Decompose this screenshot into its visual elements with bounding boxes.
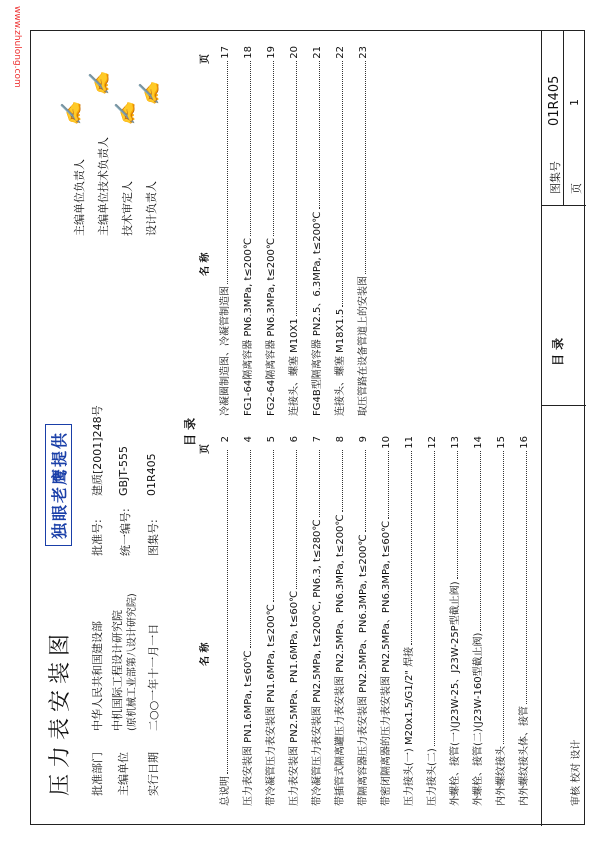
code-label-atlas: 图集号:	[147, 519, 160, 556]
toc-left-row-leader	[227, 450, 228, 774]
resp-label-design: 设计负责人	[145, 181, 158, 236]
page-label: 页	[570, 183, 583, 194]
info-value-approval-dept: 中华人民共和国建设部	[91, 621, 104, 731]
title-block-signers: 审核 校对 设计	[571, 739, 582, 806]
toc-left-row-page: 5	[266, 436, 277, 443]
info-label-effective-date: 实行日期	[147, 752, 160, 796]
toc-left	[196, 436, 536, 806]
toc-right-row-name: FG1-64隔离容器 PN6.3MPa, t≤200℃	[243, 237, 254, 416]
toc-right-page-header: 页	[200, 54, 211, 64]
toc-left-page-header: 页	[200, 444, 211, 454]
toc-left-row[interactable]	[239, 436, 254, 806]
atlas-value: 01R405	[547, 75, 562, 126]
toc-right-row-name: 冷凝圈制造图、冷凝管制造图	[220, 286, 231, 416]
toc-left-row[interactable]	[492, 436, 507, 806]
provider-stamp: 独眼老鹰提供	[45, 424, 72, 546]
toc-left-row-page: 16	[519, 436, 530, 449]
toc-left-row[interactable]	[308, 436, 323, 806]
code-value-approval: 建质[2001]248号	[91, 405, 104, 496]
toc-left-row-name: 内外螺纹接头体、接管	[519, 706, 530, 806]
toc-left-row[interactable]	[423, 436, 438, 806]
toc-left-row-name: 外螺栓、接管(一)(J23W-25、J23W-25P型截止阀)	[450, 581, 461, 806]
toc-right-row-name: FG2-64隔离容器 PN6.3MPa, t≤200℃	[266, 237, 277, 416]
code-value-atlas: 01R405	[145, 453, 158, 496]
toc-left-row-name: 内外螺纹接头	[496, 746, 507, 806]
toc-left-row-page: 10	[381, 436, 392, 449]
drawing-frame	[30, 30, 585, 825]
toc-left-row-leader	[526, 451, 527, 704]
toc-right-row[interactable]	[308, 46, 323, 416]
toc-left-row-leader	[250, 450, 251, 648]
toc-right-row-leader	[365, 61, 366, 274]
resp-label-approver: 技术审定人	[121, 181, 134, 236]
toc-left-row-page: 15	[496, 436, 507, 449]
info-value-chief-unit: 中机国际工程设计研究院	[111, 610, 124, 731]
toc-right-row[interactable]	[216, 46, 231, 416]
toc-right-row[interactable]	[331, 46, 346, 416]
signature-4: ✍	[137, 81, 161, 106]
toc-right-row-page: 21	[312, 46, 323, 59]
toc-left-row-leader	[319, 450, 320, 517]
toc-left-row-name: 压力接头(一) M20x1.5/G1/2" 焊接	[404, 646, 415, 806]
toc-left-row-leader	[411, 451, 412, 645]
toc-left-row[interactable]	[377, 436, 392, 806]
toc-left-row[interactable]	[354, 436, 369, 806]
code-label-unified: 统一编号:	[119, 508, 132, 556]
signature-2: ✍	[87, 71, 111, 96]
info-label-chief-unit: 主编单位	[117, 752, 130, 796]
toc-right-row-page: 20	[289, 46, 300, 59]
toc-left-row-name: 带冷凝管压力表安装图 PN1.6MPa, t≤200℃	[266, 604, 277, 806]
toc-right-row-leader	[342, 61, 343, 307]
toc-right-row-leader	[296, 61, 297, 317]
signature-1: ✍	[59, 101, 83, 126]
toc-left-row-page: 8	[335, 436, 346, 443]
rotated-sheet	[31, 31, 586, 826]
toc-left-row-name: 压力表安装图 PN1.6MPa, t≤60℃	[243, 650, 254, 806]
toc-right-row-leader	[319, 61, 320, 210]
info-label-approval-dept: 批准部门	[91, 752, 104, 796]
toc-right-row-name: 连接头、螺塞 M10X1	[289, 318, 300, 416]
toc-left-row[interactable]	[515, 436, 530, 806]
toc-right-name-header: 名 称	[200, 252, 211, 276]
toc-left-row-page: 6	[289, 436, 300, 443]
toc-left-row-leader	[365, 450, 366, 532]
toc-right-row[interactable]	[285, 46, 300, 416]
code-label-approval: 批准号:	[91, 519, 104, 556]
toc-left-row-leader	[342, 450, 343, 512]
toc-left-row-page: 9	[358, 436, 369, 443]
toc-left-row-leader	[434, 451, 435, 746]
toc-left-row-leader	[273, 450, 274, 602]
toc-right-row-page: 18	[243, 46, 254, 59]
toc-left-row-name: 带插管式隔离罐压力表安装图 PN2.5MPa、PN6.3MPa, t≤200℃	[335, 514, 346, 806]
toc-right-row-page: 17	[220, 46, 231, 59]
toc-left-row-page: 4	[243, 436, 254, 443]
toc-left-row-name: 压力表安装图 PN2.5MPa、PN1.6MPa, t≤60℃	[289, 590, 300, 806]
toc-right-row-name: FG4B型隔离容器 PN2.5、6.3MPa, t≤200℃	[312, 211, 323, 416]
resp-label-tech: 主编单位技术负责人	[97, 137, 110, 236]
toc-left-row-leader	[388, 451, 389, 519]
resp-label-chief-unit: 主编单位负责人	[73, 159, 86, 236]
toc-left-row-leader	[296, 450, 297, 589]
toc-right	[196, 46, 536, 416]
cover-title: 压力表安装图	[48, 627, 73, 796]
toc-left-row-name: 外螺栓、接管(二)(J23W-160型截止阀)	[473, 632, 484, 806]
code-value-unified: GBJT-555	[117, 446, 130, 496]
toc-left-row[interactable]	[216, 436, 231, 806]
toc-left-row[interactable]	[285, 436, 300, 806]
toc-left-row-name: 带密闭隔离器的压力表安装图 PN2.5MPa、PN6.3MPa, t≤60℃	[381, 520, 392, 806]
toc-left-row-page: 14	[473, 436, 484, 449]
toc-right-row-name: 取压管路在设备管道上的安装图	[358, 276, 369, 416]
info-value-effective-date: 二○○一年十一月一日	[147, 623, 160, 731]
toc-heading: 目 录	[183, 417, 197, 446]
toc-right-row-name: 连接头、螺塞 M18X1.5	[335, 308, 346, 416]
toc-right-row-leader	[250, 61, 251, 236]
toc-left-row[interactable]	[446, 436, 461, 806]
page-value: 1	[568, 99, 581, 106]
atlas-label: 图集号	[549, 161, 562, 194]
signature-3: ✍	[113, 101, 137, 126]
title-block	[541, 31, 586, 826]
title-block-label: 目 录	[551, 337, 565, 366]
toc-right-row-leader	[273, 61, 274, 236]
toc-left-row-leader	[503, 451, 504, 744]
toc-left-row[interactable]	[262, 436, 277, 806]
info-value-chief-unit-former: (原机械工业部第八设计研究院)	[127, 593, 138, 731]
toc-left-row-name: 带冷凝管压力表安装图 PN2.5MPa, t≤200℃, PN6.3, t≤280℃	[312, 519, 323, 806]
toc-left-row[interactable]	[400, 436, 415, 806]
toc-left-row-leader	[480, 451, 481, 631]
toc-left-row-page: 7	[312, 436, 323, 443]
toc-left-row-page: 13	[450, 436, 461, 449]
toc-left-row-name: 带隔离容器压力表安装图 PN2.5MPa、PN6.3MPa, t≤200℃	[358, 534, 369, 806]
toc-left-name-header: 名 称	[200, 642, 211, 666]
toc-left-row-name: 压力接头(二)	[427, 748, 438, 806]
watermark: www.zhulong.com	[12, 6, 22, 88]
toc-right-row-leader	[227, 61, 228, 284]
toc-left-row-page: 11	[404, 436, 415, 449]
toc-left-row-page: 12	[427, 436, 438, 449]
toc-left-row-name: 总说明	[220, 776, 231, 806]
toc-left-row-page: 2	[220, 436, 231, 443]
toc-right-row[interactable]	[262, 46, 277, 416]
toc-left-row[interactable]	[469, 436, 484, 806]
toc-right-row-page: 22	[335, 46, 346, 59]
toc-left-row-leader	[457, 451, 458, 580]
toc-right-row[interactable]	[354, 46, 369, 416]
toc-right-row[interactable]	[239, 46, 254, 416]
toc-right-row-page: 19	[266, 46, 277, 59]
toc-left-row[interactable]	[331, 436, 346, 806]
toc-right-row-page: 23	[358, 46, 369, 59]
